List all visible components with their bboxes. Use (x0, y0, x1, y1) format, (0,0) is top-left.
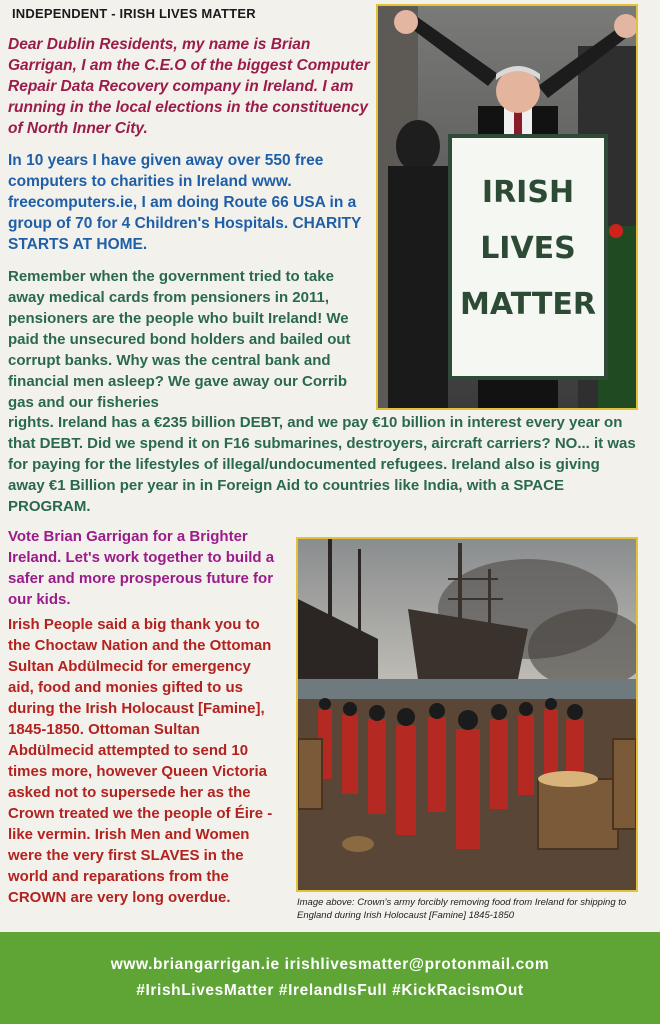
irish-lives-matter-sign (448, 134, 608, 380)
sign-line-1: IRISH (481, 175, 575, 210)
charity-paragraph: In 10 years I have given away over 550 free computers to charities in Ireland www. freecomputers.ie, I am doing Route 66 USA in a group of 70 for 4 Children's Hospitals. CHARITY STARTS AT HOME. (8, 152, 362, 253)
intro-paragraph: Dear Dublin Residents, my name is Brian Garrigan, I am the C.E.O of the biggest Computer Repair Data Recovery company in Ireland. I am running in the local elections in the constituency of North Inner City. (8, 36, 370, 137)
sign-line-3: MATTER (460, 287, 596, 322)
famine-painting (296, 537, 638, 892)
flyer-header: INDEPENDENT - IRISH LIVES MATTER (12, 6, 256, 21)
vote-paragraph: Vote Brian Garrigan for a Brighter Ireland. Let's work together to build a safer and more prosperous future for our kids. (8, 528, 275, 608)
contact-links: www.briangarrigan.ie irishlivesmatter@protonmail.com (110, 956, 550, 973)
history-paragraph: Irish People said a big thank you to the Choctaw Nation and the Ottoman Sultan Abdülmecid for emergency aid, food and monies gifted to us during the Irish Holocaust [Famine], 1845-1850. Ottoman Sultan Abdülmecid attempted to send 10 times more, however Queen Victoria asked not to supersede her as the Crown treated we the people of Éire - like vermin. Irish Men and Women were the very first SLAVES in the world and reparations from the CROWN are very long overdue. (8, 616, 273, 906)
painting-caption: Image above: Crown's army forcibly removing food from Ireland for shipping to England during Irish Holocaust [Famine] 1845-1850 (297, 897, 627, 921)
debt-paragraph: rights. Ireland has a €235 billion DEBT, and we pay €10 billion in interest every year on that DEBT. Did we spend it on F16 submarines, destroyers, aircraft carriers? NO... it was for paying for the lifestyles of illegal/undocumented refugees. Ireland also is giving away €1 Billion per year in in Foreign Aid to countries like India, with a SPACE PROGRAM. (8, 414, 636, 515)
government-paragraph: Remember when the government tried to take away medical cards from pensioners in 2011, pensioners are the people who built Ireland! We paid the unsecured bond holders and bailed out corrupt banks. Why was the central bank and financial men asleep? We gave away our Corrib gas and our fisheries (8, 268, 351, 411)
sign-line-2: LIVES (480, 231, 576, 266)
hashtags: #IrishLivesMatter #IrelandIsFull #KickRacismOut (136, 982, 524, 999)
contact-footer (0, 932, 660, 1024)
famine-painting-illustration (298, 539, 636, 890)
candidate-photo (376, 4, 638, 410)
